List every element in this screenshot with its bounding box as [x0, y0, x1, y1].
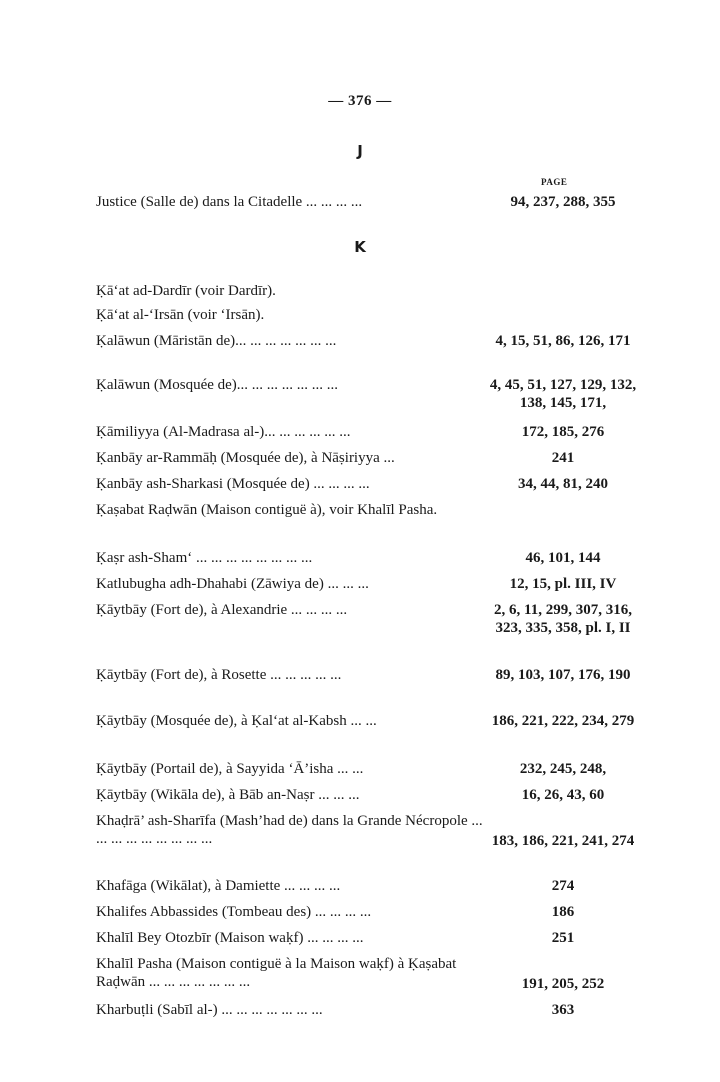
entry-label: Ḳā‘at al-‘Irsān (voir ‘Irsān). [96, 307, 265, 323]
entry-pages: 241 [551, 450, 575, 466]
entry-label: Khalīl Bey Otozbīr (Maison waḳf) ... ... ... ... [96, 930, 364, 946]
entry-label: Ḳalāwun (Mosquée de)... ... ... ... ... ... ... [96, 377, 339, 393]
entry-pages: 363 [551, 1002, 575, 1018]
entry-label: Ḳāytbāy (Fort de), à Alexandrie ... ... ... ... [96, 602, 348, 618]
entry-label: Kharbuṭli (Sabīl al-) ... ... ... ... ... ... ... [96, 1002, 323, 1018]
entry-label: Khalīl Pasha (Maison contiguë à la Maison waḳf) à Ḳaṣabat Raḍwān ... ... ... ... ... ... ... [96, 956, 457, 990]
entry-pages: 46, 101, 144 [525, 550, 601, 566]
entry-pages: 186 [551, 904, 575, 920]
entry-label: Ḳanbāy ar-Rammāḥ (Mosquée de), à Nāṣiriyya ... [96, 450, 395, 466]
entry-pages: 16, 26, 43, 60 [521, 787, 605, 803]
entry-label: Ḳāytbāy (Fort de), à Rosette ... ... ... ... ... [96, 667, 342, 683]
entry-pages: 12, 15, pl. III, IV [509, 576, 617, 592]
page-column-header: PAGE [541, 177, 568, 187]
entry-label: Khaḍrā’ ash-Sharīfa (Mash’had de) dans la Grande Nécropole ... ... ... ... ... ... ... ... ... [96, 813, 483, 847]
entry-pages: 34, 44, 81, 240 [518, 476, 608, 492]
entry-pages: 89, 103, 107, 176, 190 [495, 667, 631, 683]
entry-pages: 186, 221, 222, 234, 279 [491, 713, 635, 729]
entry-pages: 172, 185, 276 [521, 424, 605, 440]
entry-pages: 4, 15, 51, 86, 126, 171 [495, 333, 631, 349]
entry-pages: 183, 186, 221, 241, 274 [491, 833, 635, 849]
entry-pages: 4, 45, 51, 127, 129, 132, 138, 145, 171, [489, 377, 637, 411]
entry-label: Justice (Salle de) dans la Citadelle ... ... ... ... [96, 194, 363, 210]
entry-label: Khalifes Abbassides (Tombeau des) ... ... ... ... [96, 904, 372, 920]
entry-pages: 274 [551, 878, 575, 894]
section-letter-k: K [354, 238, 366, 256]
entry-label: Katlubugha adh-Dhahabi (Zāwiya de) ... ... ... [96, 576, 369, 592]
entry-label: Ḳaṣabat Raḍwān (Maison contiguë à), voir Khalīl Pasha. [96, 502, 438, 518]
entry-pages: 191, 205, 252 [521, 976, 605, 992]
entry-label: Ḳalāwun (Māristān de)... ... ... ... ... ... ... [96, 333, 337, 349]
entry-label: Khafāga (Wikālat), à Damiette ... ... ... ... [96, 878, 341, 894]
entry-pages: 94, 237, 288, 355 [510, 194, 616, 210]
entry-label: Ḳāytbāy (Mosquée de), à Ḳal‘at al-Kabsh ... ... [96, 713, 377, 729]
entry-label: Ḳā‘at ad-Dardīr (voir Dardīr). [96, 283, 276, 299]
entry-pages: 2, 6, 11, 299, 307, 316, 323, 335, 358, pl. I, II [494, 602, 632, 636]
section-letter-j: J [357, 142, 363, 160]
entry-pages: 251 [551, 930, 575, 946]
page-number: — 376 — [328, 93, 392, 109]
entry-pages: 232, 245, 248, [519, 761, 607, 777]
entry-label: Ḳanbāy ash-Sharkasi (Mosquée de) ... ... ... ... [96, 476, 370, 492]
entry-label: Ḳāytbāy (Portail de), à Sayyida ‘Ā’isha ... ... [96, 761, 364, 777]
entry-label: Ḳāytbāy (Wikāla de), à Bāb an-Naṣr ... ... ... [96, 787, 360, 803]
entry-label: Ḳaṣr ash-Sham‘ ... ... ... ... ... ... ... ... [96, 550, 313, 566]
entry-label: Ḳāmiliyya (Al-Madrasa al-)... ... ... ... ... ... [96, 424, 351, 440]
